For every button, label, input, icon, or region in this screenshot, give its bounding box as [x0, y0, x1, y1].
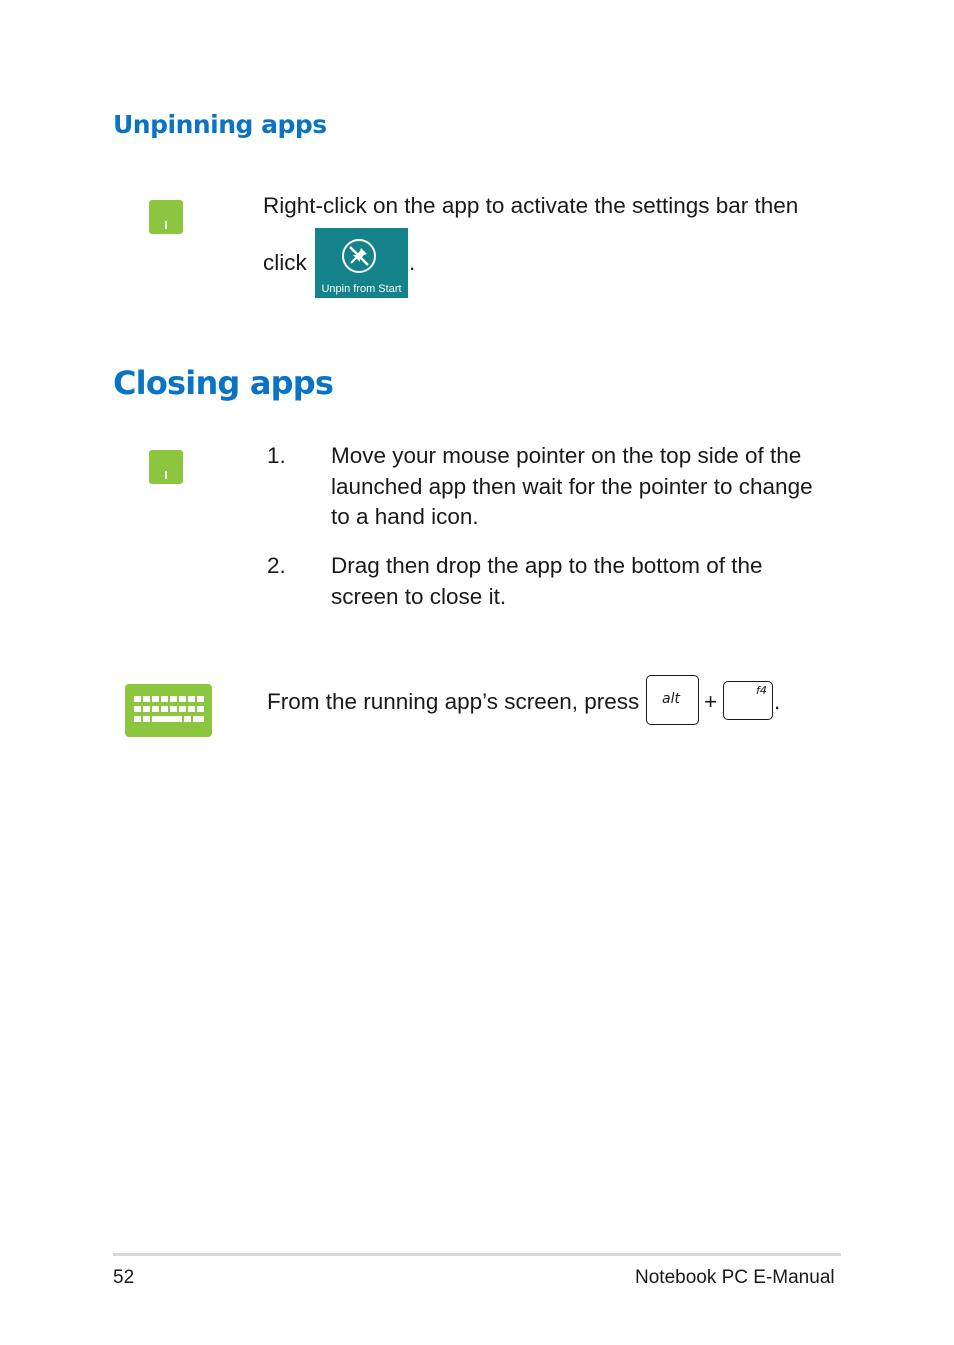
step-number-2: 2.	[267, 553, 286, 578]
f4-key-label: f4	[756, 684, 767, 697]
touchpad-gesture-icon-closing	[149, 450, 183, 484]
finger-mark	[165, 471, 167, 479]
section-heading-closing: Closing apps	[113, 364, 334, 402]
f4-key-icon	[723, 681, 773, 720]
touchpad-gesture-icon	[149, 200, 183, 234]
keyboard-icon	[125, 684, 212, 737]
unpin-from-start-tile[interactable]	[315, 228, 408, 298]
alt-key-label: alt	[662, 691, 680, 707]
keyboard-instruction: From the running app’s screen, press	[267, 689, 640, 714]
unpin-instruction-click: click	[263, 250, 307, 275]
plus-sign: +	[704, 689, 718, 714]
step-2-line: screen to close it.	[331, 583, 507, 609]
step-1-line: to a hand icon.	[331, 504, 479, 529]
manual-title: Notebook PC E-Manual	[635, 1267, 835, 1288]
step-1-line: launched app then wait for the pointer to change	[331, 473, 813, 499]
keyboard-period: .	[774, 689, 781, 714]
unpin-tile-label: Unpin from Start	[321, 283, 402, 295]
unpin-instruction-line1: Right-click on the app to activate the settings bar then	[263, 193, 799, 218]
finger-mark	[165, 221, 167, 229]
unpin-period: .	[409, 250, 416, 275]
step-text-2	[331, 551, 846, 612]
step-1-line: Move your mouse pointer on the top side of the	[331, 443, 802, 468]
page-number: 52	[113, 1267, 135, 1288]
step-number-1: 1.	[267, 443, 286, 468]
step-2-line: Drag then drop the app to the bottom of the	[331, 553, 763, 578]
unpin-icon	[342, 239, 376, 273]
section-heading-unpinning: Unpinning apps	[113, 110, 327, 139]
alt-key-icon	[646, 675, 699, 725]
step-text-1	[331, 441, 846, 533]
footer-divider	[113, 1253, 841, 1256]
